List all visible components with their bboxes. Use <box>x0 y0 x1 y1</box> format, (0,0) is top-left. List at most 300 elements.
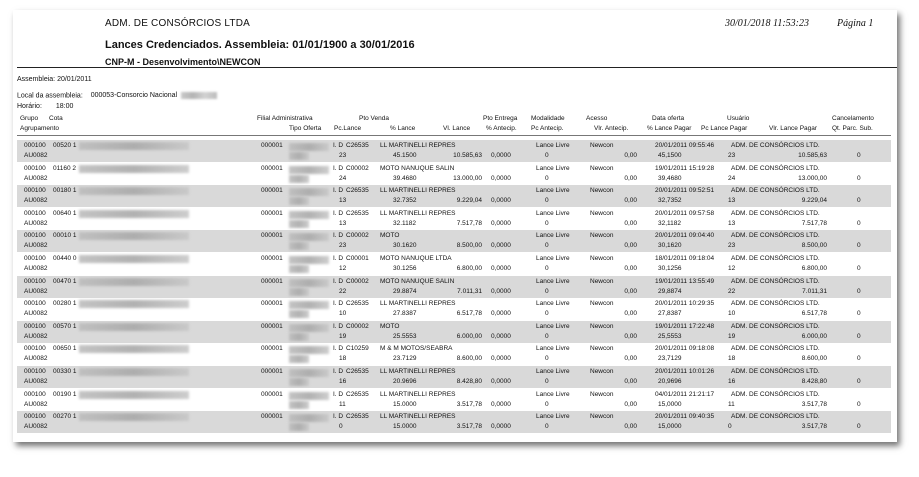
cell-grupo: 000100 <box>24 390 46 398</box>
cell-pcant: 0 <box>545 332 549 340</box>
page-number: Página 1 <box>837 18 874 29</box>
cell-pc: 23 <box>339 242 347 250</box>
cell-data: 18/01/2011 09:18:04 <box>655 255 715 262</box>
cell-pct: 45.1500 <box>393 152 417 159</box>
cell-pcpag: 13 <box>728 197 736 205</box>
redacted-block <box>79 413 189 421</box>
redacted-block <box>79 278 189 286</box>
cell-acesso: Newcon <box>590 345 614 353</box>
table-row <box>17 411 891 433</box>
cell-pto: C26535 <box>346 300 369 308</box>
cell-antpct: 0,0000 <box>491 378 511 385</box>
cell-antpct: 0,0000 <box>491 219 511 227</box>
cell-agrup: AU0082 <box>24 152 48 159</box>
cell-tipo: I. D <box>333 413 344 421</box>
cell-data: 20/01/2011 09:04:40 <box>655 232 715 240</box>
cell-filial: 000001 <box>261 209 283 217</box>
cell-agrup: AU0082 <box>24 355 48 363</box>
cell-vl: 13.000,00 <box>453 174 482 182</box>
cell-pcpag: 11 <box>728 400 735 408</box>
cell-qt: 0 <box>857 197 861 205</box>
cell-qt: 0 <box>857 242 861 250</box>
cell-tipo: I. D <box>333 187 344 195</box>
cell-filial: 000001 <box>261 345 283 353</box>
table-row <box>17 230 891 252</box>
cell-pcant: 0 <box>545 310 549 318</box>
cell-grupo: 000100 <box>24 345 46 353</box>
cell-pctpag: 32,7352 <box>658 197 682 205</box>
cell-tipo: I. D <box>333 142 344 149</box>
cell-pcpag: 10 <box>728 310 736 318</box>
cell-tipo: I. D <box>333 232 344 240</box>
cell-acesso: Newcon <box>590 368 614 375</box>
cell-cota: 00180 1 <box>53 187 77 195</box>
cell-pctpag: 15,0000 <box>658 423 682 431</box>
redacted-block <box>289 288 309 296</box>
cell-pctpag: 39,4680 <box>658 174 682 182</box>
cell-tipo: I. D <box>333 322 344 330</box>
cell-usuario: ADM. DE CONSÓRCIOS LTD. <box>731 232 820 240</box>
cell-vlrant: 0,00 <box>624 219 637 227</box>
cell-pcpag: 24 <box>728 174 736 182</box>
cell-tipo: I. D <box>333 255 344 262</box>
cell-pcant: 0 <box>545 265 549 272</box>
redacted-block <box>289 279 329 287</box>
cell-pctpag: 30,1256 <box>658 265 682 272</box>
cell-vlrpag: 8.428,80 <box>801 378 827 385</box>
cell-pto: C00002 <box>346 277 369 285</box>
cell-vendedor: LL MARTINELLI REPRES <box>380 142 456 149</box>
cell-usuario: ADM. DE CONSÓRCIOS LTD. <box>731 209 820 217</box>
cell-usuario: ADM. DE CONSÓRCIOS LTD. <box>731 345 820 353</box>
redacted-block <box>289 392 329 400</box>
cell-cota: 00010 1 <box>53 232 77 240</box>
cell-antpct: 0,0000 <box>491 400 511 408</box>
cell-pto: C26535 <box>346 390 369 398</box>
cell-pto: C26535 <box>346 187 369 195</box>
redacted-block <box>79 210 189 218</box>
company-name: ADM. DE CONSÓRCIOS LTDA <box>105 18 250 29</box>
cell-pcant: 0 <box>545 287 549 295</box>
cell-pct: 32.7352 <box>393 197 417 205</box>
cell-vendedor: LL MARTINELLI REPRES <box>380 209 456 217</box>
cell-vl: 8.500,00 <box>456 242 482 250</box>
cell-grupo: 000100 <box>24 209 46 217</box>
cell-vendedor: MOTO NANUQUE SALIN <box>380 277 455 285</box>
cell-pct: 25.5553 <box>393 332 417 340</box>
redacted-block <box>79 345 189 353</box>
cell-usuario: ADM. DE CONSÓRCIOS LTD. <box>731 390 820 398</box>
cell-mod: Lance Livre <box>536 368 570 375</box>
cell-agrup: AU0082 <box>24 219 48 227</box>
cell-agrup: AU0082 <box>24 423 48 431</box>
cell-filial: 000001 <box>261 255 283 262</box>
cell-vlrpag: 3.517,78 <box>801 423 827 431</box>
cell-vlrpag: 6.800,00 <box>801 265 827 272</box>
cell-pc: 10 <box>339 310 347 318</box>
cell-acesso: Newcon <box>590 413 614 421</box>
cell-antpct: 0,0000 <box>491 332 511 340</box>
cell-pto: C00002 <box>346 322 369 330</box>
cell-vlrpag: 3.517,78 <box>801 400 827 408</box>
cell-acesso: Newcon <box>590 142 614 149</box>
cell-pto: C10259 <box>346 345 369 353</box>
cell-data: 20/01/2011 09:18:08 <box>655 345 715 353</box>
redacted-block <box>289 233 329 241</box>
cell-pctpag: 23,7129 <box>658 355 682 363</box>
cell-grupo: 000100 <box>24 187 46 195</box>
col-pto-venda: Pto Venda <box>359 115 389 122</box>
cell-filial: 000001 <box>261 277 283 285</box>
cell-data: 20/01/2011 09:55:46 <box>655 142 715 149</box>
cell-qt: 0 <box>857 174 861 182</box>
cell-cota: 00570 1 <box>53 322 77 330</box>
cell-qt: 0 <box>857 265 861 272</box>
cell-pcpag: 23 <box>728 242 736 250</box>
cell-pct: 20.9696 <box>393 378 417 385</box>
cell-mod: Lance Livre <box>536 322 570 330</box>
cell-mod: Lance Livre <box>536 345 570 353</box>
cell-pctpag: 15,0000 <box>658 400 682 408</box>
cell-vl: 8.600,00 <box>456 355 482 363</box>
cell-vlrpag: 7.517,78 <box>801 219 827 227</box>
cell-vl: 7.011,31 <box>457 287 482 295</box>
cell-qt: 0 <box>857 310 861 318</box>
cell-filial: 000001 <box>261 142 283 149</box>
col-agrupamento: Agrupamento <box>20 125 60 132</box>
header-underline <box>17 135 891 136</box>
cell-filial: 000001 <box>261 368 283 375</box>
cell-pc: 19 <box>339 332 347 340</box>
redacted-block <box>289 256 329 264</box>
redacted-block <box>79 165 189 173</box>
table-row <box>17 389 891 411</box>
cell-pct: 30.1256 <box>393 265 417 272</box>
table-row <box>17 140 891 162</box>
cell-filial: 000001 <box>261 300 283 308</box>
cell-antpct: 0,0000 <box>491 242 511 250</box>
redacted-block <box>79 368 189 376</box>
col-vl-lance: Vl. Lance <box>443 125 471 132</box>
cell-vlrant: 0,00 <box>624 242 637 250</box>
table-row <box>17 185 891 207</box>
redacted-block <box>289 333 309 341</box>
horario-value: 18:00 <box>55 103 74 110</box>
redacted-block <box>79 187 189 195</box>
cell-usuario: ADM. DE CONSÓRCIOS LTD. <box>731 164 820 172</box>
cell-grupo: 000100 <box>24 255 46 262</box>
report-datetime: 30/01/2018 11:53:23 <box>725 18 809 29</box>
cell-pc: 18 <box>339 355 347 363</box>
col-pct-lance: % Lance <box>390 125 416 132</box>
cell-pcpag: 0 <box>728 423 732 431</box>
cell-data: 20/01/2011 10:29:35 <box>655 300 715 308</box>
cell-pct: 15.0000 <box>393 423 417 431</box>
cell-pct: 29.8874 <box>393 287 417 295</box>
cell-vendedor: MOTO <box>380 232 400 240</box>
redacted-block <box>289 175 309 183</box>
cell-tipo: I. D <box>333 368 344 375</box>
cell-pc: 11 <box>339 400 346 408</box>
cell-pc: 23 <box>339 152 347 159</box>
cell-pc: 24 <box>339 174 347 182</box>
cell-vlrpag: 7.011,31 <box>802 287 827 295</box>
cell-vendedor: LL MARTINELLI REPRES <box>380 390 456 398</box>
cell-antpct: 0,0000 <box>491 174 511 182</box>
redacted-block <box>79 232 189 240</box>
cell-antpct: 0,0000 <box>491 310 511 318</box>
cell-vendedor: LL MARTINELLI REPRES <box>380 187 456 195</box>
cell-pto: C26535 <box>346 142 369 149</box>
cell-pctpag: 20,9696 <box>658 378 682 385</box>
cell-vl: 10.585,63 <box>453 152 482 159</box>
redacted-block <box>289 423 309 431</box>
cell-tipo: I. D <box>333 390 344 398</box>
cell-vlrpag: 9.229,04 <box>801 197 827 205</box>
cell-pctpag: 30,1620 <box>658 242 682 250</box>
local-label: Local da assembleia: <box>17 92 83 100</box>
redacted-block <box>289 310 309 318</box>
table-row <box>17 366 891 388</box>
cell-cota: 00280 1 <box>53 300 77 308</box>
cell-antpct: 0,0000 <box>491 423 511 431</box>
cell-grupo: 000100 <box>24 164 46 172</box>
cell-pcant: 0 <box>545 242 549 250</box>
cell-mod: Lance Livre <box>536 277 570 285</box>
cell-agrup: AU0082 <box>24 197 48 205</box>
cell-agrup: AU0082 <box>24 265 48 272</box>
cell-vlrant: 0,00 <box>624 378 637 385</box>
cell-usuario: ADM. DE CONSÓRCIOS LTD. <box>731 322 820 330</box>
cell-pcant: 0 <box>545 423 549 431</box>
cell-agrup: AU0082 <box>24 242 48 250</box>
cell-vl: 6.000,00 <box>456 332 482 340</box>
col-pc-lance: Pc.Lance <box>334 125 362 132</box>
cell-cota: 01160 2 <box>53 164 77 172</box>
cell-cota: 00470 1 <box>53 277 77 285</box>
cell-data: 19/01/2011 13:55:49 <box>655 277 715 285</box>
cell-vl: 7.517,78 <box>456 219 482 227</box>
cell-mod: Lance Livre <box>536 300 570 308</box>
cell-tipo: I. D <box>333 300 344 308</box>
cell-agrup: AU0082 <box>24 310 48 318</box>
cell-usuario: ADM. DE CONSÓRCIOS LTD. <box>731 255 820 262</box>
cell-vlrpag: 10.585,63 <box>798 152 827 159</box>
cell-data: 19/01/2011 15:19:28 <box>655 164 715 172</box>
cell-pct: 27.8387 <box>393 310 417 318</box>
cell-usuario: ADM. DE CONSÓRCIOS LTD. <box>731 413 820 421</box>
cell-vl: 3.517,78 <box>456 423 482 431</box>
cell-usuario: ADM. DE CONSÓRCIOS LTD. <box>731 142 820 149</box>
cell-pcant: 0 <box>545 174 549 182</box>
redacted-block <box>289 211 329 219</box>
col-cancelamento: Cancelamento <box>832 115 874 122</box>
cell-cota: 00520 1 <box>53 142 77 149</box>
redacted-block <box>289 152 309 160</box>
cell-pc: 13 <box>339 219 347 227</box>
cell-pcant: 0 <box>545 400 549 408</box>
cell-mod: Lance Livre <box>536 255 570 262</box>
cell-pctpag: 25,5553 <box>658 332 682 340</box>
cell-vlrant: 0,00 <box>624 355 637 363</box>
cell-vendedor: LL MARTINELLI REPRES <box>380 368 456 375</box>
cell-qt: 0 <box>857 400 861 408</box>
cell-vendedor: LL MARTINELLI REPRES <box>380 300 456 308</box>
cell-pctpag: 45,1500 <box>658 152 682 159</box>
cell-tipo: I. D <box>333 209 344 217</box>
cell-acesso: Newcon <box>590 255 614 262</box>
cell-pto: C00002 <box>346 164 369 172</box>
cell-mod: Lance Livre <box>536 413 570 421</box>
cell-vlrpag: 8.500,00 <box>801 242 827 250</box>
cell-agrup: AU0082 <box>24 400 48 408</box>
cell-pcpag: 23 <box>728 152 736 159</box>
cell-acesso: Newcon <box>590 390 614 398</box>
redacted-block <box>289 220 309 228</box>
assembleia-label: Assembleia: 20/01/2011 <box>17 76 92 83</box>
redacted-block <box>289 143 329 151</box>
cell-cota: 00190 1 <box>53 390 77 398</box>
cell-tipo: I. D <box>333 277 344 285</box>
cell-grupo: 000100 <box>24 368 46 375</box>
cell-pto: C26535 <box>346 209 369 217</box>
cell-acesso: Newcon <box>590 277 614 285</box>
cell-qt: 0 <box>857 355 861 363</box>
redacted-block <box>289 188 329 196</box>
cell-data: 20/01/2011 09:40:35 <box>655 413 715 421</box>
cell-agrup: AU0082 <box>24 174 48 182</box>
cell-vlrpag: 8.600,00 <box>801 355 827 363</box>
table-row <box>17 343 891 365</box>
cell-vlrant: 0,00 <box>624 174 637 182</box>
cell-vendedor: LL MARTINELLI REPRES <box>380 413 456 421</box>
table-row <box>17 253 891 275</box>
cell-pct: 23.7129 <box>393 355 417 363</box>
col-pct-antecip: % Antecip. <box>486 125 517 132</box>
cell-data: 19/01/2011 17:22:48 <box>655 322 715 330</box>
col-grupo: Grupo <box>20 115 39 122</box>
redacted-block <box>289 355 309 363</box>
cell-mod: Lance Livre <box>536 390 570 398</box>
col-pct-lance-pagar: % Lance Pagar <box>647 125 692 132</box>
cell-acesso: Newcon <box>590 209 614 217</box>
cell-vlrant: 0,00 <box>624 265 637 272</box>
cell-filial: 000001 <box>261 187 283 195</box>
cell-mod: Lance Livre <box>536 164 570 172</box>
cell-qt: 0 <box>857 152 861 159</box>
redacted-block <box>289 401 309 409</box>
cell-qt: 0 <box>857 287 861 295</box>
col-acesso: Acesso <box>586 115 608 122</box>
cell-pctpag: 32,1182 <box>658 219 682 227</box>
redacted-block <box>289 301 329 309</box>
cell-data: 20/01/2011 09:52:51 <box>655 187 715 195</box>
redacted-block <box>289 197 309 205</box>
cell-pcant: 0 <box>545 197 549 205</box>
cell-acesso: Newcon <box>590 187 614 195</box>
cell-filial: 000001 <box>261 232 283 240</box>
cell-pcpag: 16 <box>728 378 736 385</box>
redacted-block <box>181 92 217 99</box>
redacted-block <box>79 255 189 263</box>
cell-vl: 9.229,04 <box>456 197 482 205</box>
cell-pctpag: 27,8387 <box>658 310 682 318</box>
cell-mod: Lance Livre <box>536 187 570 195</box>
cell-usuario: ADM. DE CONSÓRCIOS LTD. <box>731 277 820 285</box>
cell-vl: 8.428,80 <box>456 378 482 385</box>
cell-pcant: 0 <box>545 152 549 159</box>
cell-cota: 00330 1 <box>53 368 77 375</box>
cell-vlrant: 0,00 <box>624 423 637 431</box>
redacted-block <box>289 414 329 422</box>
cell-pc: 16 <box>339 378 347 385</box>
cell-pto: C26535 <box>346 413 369 421</box>
col-pc-antecip: Pc Antecip. <box>531 125 564 132</box>
horario-label: Horário: <box>17 103 42 110</box>
cell-agrup: AU0082 <box>24 332 48 340</box>
col-filial: Filial Administrativa <box>257 115 313 122</box>
cell-pto: C26535 <box>346 368 369 375</box>
cell-cota: 00650 1 <box>53 345 77 353</box>
table-row <box>17 276 891 298</box>
cell-cota: 00270 1 <box>53 413 77 421</box>
cell-pct: 30.1620 <box>393 242 417 250</box>
cell-vendedor: MOTO NANUQUE LTDA <box>380 255 452 262</box>
cell-qt: 0 <box>857 332 861 340</box>
cell-mod: Lance Livre <box>536 209 570 217</box>
header-divider <box>17 67 897 68</box>
cell-data: 04/01/2011 21:21:17 <box>655 390 715 398</box>
cell-pcant: 0 <box>545 219 549 227</box>
cell-antpct: 0,0000 <box>491 355 511 363</box>
horario <box>17 103 73 110</box>
cell-pto: C00002 <box>346 232 369 240</box>
col-vlr-antecip: Vlr. Antecip. <box>594 125 629 132</box>
cell-vlrant: 0,00 <box>624 332 637 340</box>
col-usuario: Usuário <box>727 115 750 122</box>
cell-vl: 6.800,00 <box>456 265 482 272</box>
cell-data: 20/01/2011 09:57:58 <box>655 209 715 217</box>
redacted-block <box>289 369 329 377</box>
redacted-block <box>79 391 189 399</box>
cell-antpct: 0,0000 <box>491 265 511 272</box>
cell-acesso: Newcon <box>590 232 614 240</box>
cell-grupo: 000100 <box>24 277 46 285</box>
table-row <box>17 208 891 230</box>
cell-qt: 0 <box>857 219 861 227</box>
cell-pcpag: 22 <box>728 287 736 295</box>
cell-qt: 0 <box>857 423 861 431</box>
local-value: 000053-Consorcio Nacional <box>90 92 178 100</box>
cell-pc: 12 <box>339 265 347 272</box>
cell-antpct: 0,0000 <box>491 152 511 159</box>
redacted-block <box>79 142 189 150</box>
table-row <box>17 321 891 343</box>
cell-vl: 3.517,78 <box>456 400 482 408</box>
col-tipo-oferta: Tipo Oferta <box>289 125 322 132</box>
redacted-block <box>79 323 189 331</box>
col-pto-entrega: Pto Entrega <box>483 115 518 122</box>
redacted-block <box>289 378 309 386</box>
report-page <box>13 10 897 442</box>
cell-mod: Lance Livre <box>536 142 570 149</box>
cell-pcant: 0 <box>545 355 549 363</box>
redacted-block <box>289 265 309 273</box>
cell-pcpag: 12 <box>728 265 736 272</box>
cell-vlrant: 0,00 <box>624 287 637 295</box>
cell-vlrant: 0,00 <box>624 400 637 408</box>
cell-vendedor: MOTO NANUQUE SALIN <box>380 164 455 172</box>
